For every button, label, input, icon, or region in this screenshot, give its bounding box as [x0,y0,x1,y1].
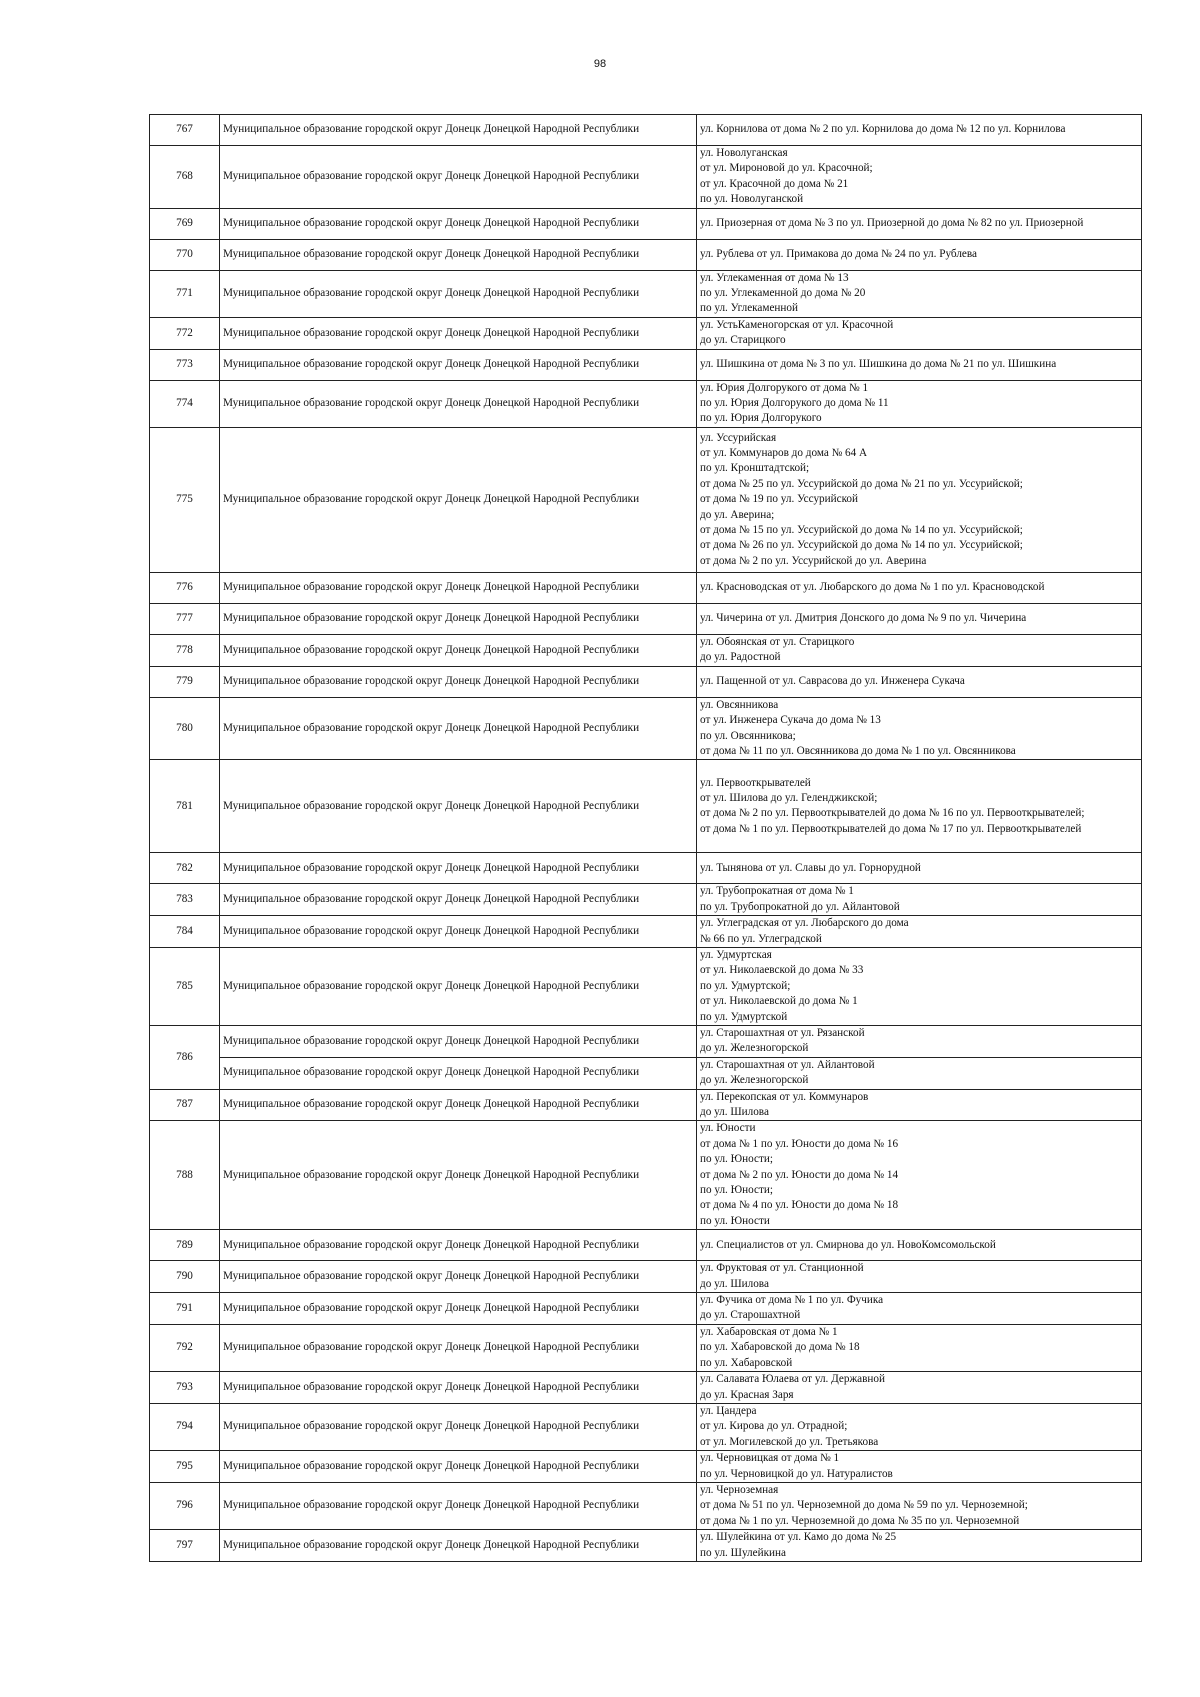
address-cell: ул. Новолуганская от ул. Мироновой до ул. Красочной; от ул. Красочной до дома № 21 по ул. Новолуганской [697,146,1142,209]
address-cell: ул. Цандера от ул. Кирова до ул. Отрадной; от ул. Могилевской до ул. Третьякова [697,1403,1142,1450]
address-cell: ул. Обоянская от ул. Старицкого до ул. Радостной [697,634,1142,666]
row-number-cell: 781 [150,760,220,853]
municipality-cell: Муниципальное образование городской округ Донецк Донецкой Народной Республики [220,317,697,349]
table-row [150,380,1142,427]
municipality-cell: Муниципальное образование городской округ Донецк Донецкой Народной Республики [220,1530,697,1562]
address-cell: ул. Старошахтная от ул. Рязанской до ул. Железногорской [697,1025,1142,1057]
municipality-cell: Муниципальное образование городской округ Донецк Донецкой Народной Республики [220,380,697,427]
table-row [150,760,1142,853]
municipality-cell: Муниципальное образование городской округ Донецк Донецкой Народной Республики [220,1293,697,1325]
table-row [150,239,1142,270]
row-number-cell: 779 [150,666,220,697]
table-row [150,427,1142,572]
table-row [150,270,1142,317]
row-number-cell: 789 [150,1230,220,1261]
table-row [150,947,1142,1025]
address-cell: ул. Фруктовая от ул. Станционной до ул. Шилова [697,1261,1142,1293]
row-number-cell: 782 [150,853,220,884]
row-number-cell: 769 [150,208,220,239]
row-number-cell: 771 [150,270,220,317]
municipality-cell: Муниципальное образование городской округ Донецк Донецкой Народной Республики [220,1403,697,1450]
municipality-cell: Муниципальное образование городской округ Донецк Донецкой Народной Республики [220,115,697,146]
table-row [150,317,1142,349]
table-row [150,115,1142,146]
address-cell: ул. Трубопрокатная от дома № 1 по ул. Трубопрокатной до ул. Айлантовой [697,884,1142,916]
row-number-cell: 793 [150,1372,220,1404]
table-row [150,1293,1142,1325]
municipality-cell: Муниципальное образование городской округ Донецк Донецкой Народной Республики [220,1121,697,1230]
row-number-cell: 774 [150,380,220,427]
municipality-cell: Муниципальное образование городской округ Донецк Донецкой Народной Республики [220,760,697,853]
municipality-cell: Муниципальное образование городской округ Донецк Донецкой Народной Республики [220,239,697,270]
municipality-cell: Муниципальное образование городской округ Донецк Донецкой Народной Республики [220,1057,697,1089]
address-cell: ул. Овсянникова от ул. Инженера Сукача до дома № 13 по ул. Овсянникова; от дома № 11 по ул. Овсянникова до дома № 1 по ул. Овсянникова [697,697,1142,760]
table-row [150,1530,1142,1562]
municipality-cell: Муниципальное образование городской округ Донецк Донецкой Народной Республики [220,208,697,239]
municipality-cell: Муниципальное образование городской округ Донецк Донецкой Народной Республики [220,916,697,948]
row-number-cell: 777 [150,603,220,634]
table-row [150,634,1142,666]
street-registry-table [149,114,1142,1562]
row-number-cell: 778 [150,634,220,666]
row-number-cell: 797 [150,1530,220,1562]
registry-body [150,115,1142,1562]
municipality-cell: Муниципальное образование городской округ Донецк Донецкой Народной Республики [220,1025,697,1057]
table-row [150,572,1142,603]
municipality-cell: Муниципальное образование городской округ Донецк Донецкой Народной Республики [220,427,697,572]
address-cell: ул. Фучика от дома № 1 по ул. Фучика до ул. Старошахтной [697,1293,1142,1325]
row-number-cell: 791 [150,1293,220,1325]
table-row [150,853,1142,884]
address-cell: ул. Рублева от ул. Примакова до дома № 24 по ул. Рублева [697,239,1142,270]
municipality-cell: Муниципальное образование городской округ Донецк Донецкой Народной Республики [220,1261,697,1293]
row-number-cell: 785 [150,947,220,1025]
row-number-cell: 780 [150,697,220,760]
row-number-cell: 767 [150,115,220,146]
municipality-cell: Муниципальное образование городской округ Донецк Донецкой Народной Республики [220,1372,697,1404]
row-number-cell: 773 [150,349,220,380]
municipality-cell: Муниципальное образование городской округ Донецк Донецкой Народной Республики [220,634,697,666]
address-cell: ул. Шулейкина от ул. Камо до дома № 25 по ул. Шулейкина [697,1530,1142,1562]
municipality-cell: Муниципальное образование городской округ Донецк Донецкой Народной Республики [220,270,697,317]
table-row [150,1025,1142,1057]
address-cell: ул. Юрия Долгорукого от дома № 1 по ул. Юрия Долгорукого до дома № 11 по ул. Юрия Долгорукого [697,380,1142,427]
table-row [150,1403,1142,1450]
row-number-cell: 786 [150,1025,220,1089]
address-cell: ул. Пащенной от ул. Саврасова до ул. Инженера Сукача [697,666,1142,697]
address-cell: ул. Тынянова от ул. Славы до ул. Горнорудной [697,853,1142,884]
address-cell: ул. Старошахтная от ул. Айлантовой до ул. Железногорской [697,1057,1142,1089]
row-number-cell: 795 [150,1451,220,1483]
table-row [150,1057,1142,1089]
address-cell: ул. Уссурийская от ул. Коммунаров до дома № 64 А по ул. Кронштадтской; от дома № 25 по ул. Уссурийской до дома № 21 по ул. Уссурийской; от дома № 19 по ул. Уссурийской до ул. Аверина; от дома № 15 по ул. Уссурийской до дома № 14 по ул. Уссурийской; от дома № 26 по ул. Уссурийской до дома № 14 по ул. Уссурийской; от дома № 2 по ул. Уссурийской до ул. Аверина [697,427,1142,572]
municipality-cell: Муниципальное образование городской округ Донецк Донецкой Народной Республики [220,146,697,209]
table-row [150,1089,1142,1121]
address-cell: ул. Черноземная от дома № 51 по ул. Черноземной до дома № 59 по ул. Черноземной; от дома № 1 по ул. Черноземной до дома № 35 по ул. Черноземной [697,1482,1142,1529]
table-row [150,1121,1142,1230]
table-row [150,208,1142,239]
table-row [150,697,1142,760]
address-cell: ул. Чичерина от ул. Дмитрия Донского до дома № 9 по ул. Чичерина [697,603,1142,634]
municipality-cell: Муниципальное образование городской округ Донецк Донецкой Народной Республики [220,947,697,1025]
address-cell: ул. Перекопская от ул. Коммунаров до ул. Шилова [697,1089,1142,1121]
address-cell: ул. Специалистов от ул. Смирнова до ул. НовоКомсомольской [697,1230,1142,1261]
table-row [150,146,1142,209]
address-cell: ул. Черновицкая от дома № 1 по ул. Черновицкой до ул. Натуралистов [697,1451,1142,1483]
municipality-cell: Муниципальное образование городской округ Донецк Донецкой Народной Республики [220,603,697,634]
municipality-cell: Муниципальное образование городской округ Донецк Донецкой Народной Республики [220,853,697,884]
address-cell: ул. Первооткрывателей от ул. Шилова до ул. Геленджикской; от дома № 2 по ул. Первооткрывателей до дома № 16 по ул. Первооткрывателей; от дома № 1 по ул. Первооткрывателей до дома № 17 по ул. Первооткрывателей [697,760,1142,853]
address-cell: ул. Углекаменная от дома № 13 по ул. Углекаменной до дома № 20 по ул. Углекаменной [697,270,1142,317]
table-row [150,1372,1142,1404]
row-number-cell: 790 [150,1261,220,1293]
municipality-cell: Муниципальное образование городской округ Донецк Донецкой Народной Республики [220,884,697,916]
address-cell: ул. Хабаровская от дома № 1 по ул. Хабаровской до дома № 18 по ул. Хабаровской [697,1324,1142,1371]
municipality-cell: Муниципальное образование городской округ Донецк Донецкой Народной Республики [220,349,697,380]
row-number-cell: 787 [150,1089,220,1121]
address-cell: ул. Приозерная от дома № 3 по ул. Приозерной до дома № 82 по ул. Приозерной [697,208,1142,239]
address-cell: ул. Углеградская от ул. Любарского до дома № 66 по ул. Углеградской [697,916,1142,948]
municipality-cell: Муниципальное образование городской округ Донецк Донецкой Народной Республики [220,1451,697,1483]
row-number-cell: 770 [150,239,220,270]
row-number-cell: 788 [150,1121,220,1230]
address-cell: ул. Салавата Юлаева от ул. Державной до ул. Красная Заря [697,1372,1142,1404]
municipality-cell: Муниципальное образование городской округ Донецк Донецкой Народной Республики [220,1230,697,1261]
table-row [150,1261,1142,1293]
row-number-cell: 794 [150,1403,220,1450]
municipality-cell: Муниципальное образование городской округ Донецк Донецкой Народной Республики [220,697,697,760]
table-row [150,603,1142,634]
address-cell: ул. УстьКаменогорская от ул. Красочной до ул. Старицкого [697,317,1142,349]
table-row [150,1482,1142,1529]
address-cell: ул. Шишкина от дома № 3 по ул. Шишкина до дома № 21 по ул. Шишкина [697,349,1142,380]
table-row [150,1451,1142,1483]
row-number-cell: 796 [150,1482,220,1529]
municipality-cell: Муниципальное образование городской округ Донецк Донецкой Народной Республики [220,1482,697,1529]
municipality-cell: Муниципальное образование городской округ Донецк Донецкой Народной Республики [220,666,697,697]
row-number-cell: 783 [150,884,220,916]
row-number-cell: 772 [150,317,220,349]
municipality-cell: Муниципальное образование городской округ Донецк Донецкой Народной Республики [220,1324,697,1371]
row-number-cell: 776 [150,572,220,603]
municipality-cell: Муниципальное образование городской округ Донецк Донецкой Народной Республики [220,1089,697,1121]
row-number-cell: 784 [150,916,220,948]
table-row [150,349,1142,380]
row-number-cell: 792 [150,1324,220,1371]
page-number: 98 [593,58,607,70]
address-cell: ул. Юности от дома № 1 по ул. Юности до дома № 16 по ул. Юности; от дома № 2 по ул. Юности до дома № 14 по ул. Юности; от дома № 4 по ул. Юности до дома № 18 по ул. Юности [697,1121,1142,1230]
table-row [150,916,1142,948]
table-row [150,884,1142,916]
municipality-cell: Муниципальное образование городской округ Донецк Донецкой Народной Республики [220,572,697,603]
table-row [150,1230,1142,1261]
row-number-cell: 768 [150,146,220,209]
address-cell: ул. Красноводская от ул. Любарского до дома № 1 по ул. Красноводской [697,572,1142,603]
address-cell: ул. Корнилова от дома № 2 по ул. Корнилова до дома № 12 по ул. Корнилова [697,115,1142,146]
table-row [150,1324,1142,1371]
address-cell: ул. Удмуртская от ул. Николаевской до дома № 33 по ул. Удмуртской; от ул. Николаевской до дома № 1 по ул. Удмуртской [697,947,1142,1025]
table-row [150,666,1142,697]
row-number-cell: 775 [150,427,220,572]
